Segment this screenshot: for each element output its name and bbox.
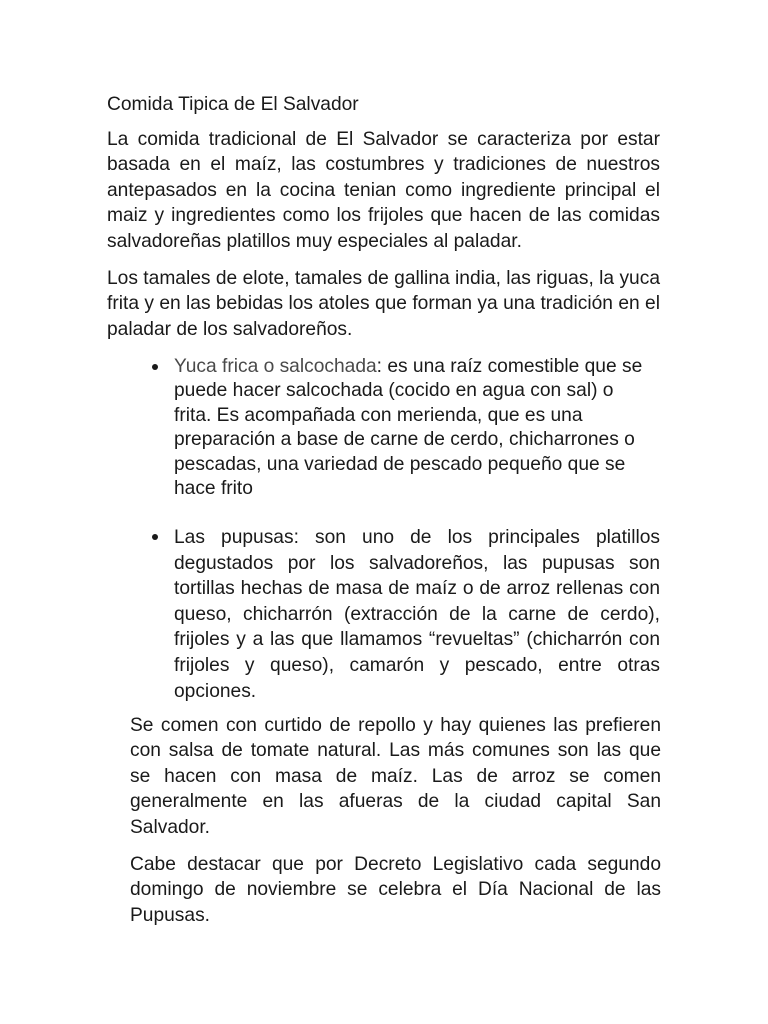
document-title: Comida Tipica de El Salvador xyxy=(107,94,359,115)
paragraph-curtido: Se comen con curtido de repollo y hay quienes las prefieren con salsa de tomate natural. Las más comunes son las que se hacen con masa de maíz. Las de arroz se comen generalmente en las afueras de la ciudad capital San Salvador. xyxy=(130,715,661,838)
paragraph-intro: La comida tradicional de El Salvador se caracteriza por estar basada en el maíz, las costumbres y tradiciones de nuestros antepasados en la cocina tenian como ingrediente principal el maiz y ingredientes como los frijoles que hacen de las comidas salvadoreñas platillos muy especiales al paladar. xyxy=(107,129,660,252)
bullet-icon xyxy=(152,534,158,540)
paragraph-dishes: Los tamales de elote, tamales de gallina india, las riguas, la yuca frita y en las bebidas los atoles que forman ya una tradición en el paladar de los salvadoreños. xyxy=(107,268,660,340)
list-item-text xyxy=(174,355,649,501)
paragraph-national-day: Cabe destacar que por Decreto Legislativo cada segundo domingo de noviembre se celebra el Día Nacional de las Pupusas. xyxy=(130,854,661,926)
list-item-description: Las pupusas: son uno de los principales platillos degustados por los salvadoreños, las pupusas son tortillas hechas de masa de maíz o de arroz rellenas con queso, chicharrón (extracción de la carne de cerdo), frijoles y a las que llamamos “revueltas” (chicharrón con frijoles y queso), camarón y pescado, entre otras opciones. xyxy=(174,527,660,702)
list-item-term: Yuca frica o salcochada xyxy=(174,356,377,377)
list-item-text xyxy=(174,525,660,704)
list-item-description: : es una raíz comestible que se puede hacer salcochada (cocido en agua con sal) o frita. Es acompañada con merienda, que es una preparación a base de carne de cerdo, chicharrones o pescadas, una variedad de pescado pequeño que se hace frito xyxy=(174,356,643,500)
bullet-icon xyxy=(152,364,158,370)
